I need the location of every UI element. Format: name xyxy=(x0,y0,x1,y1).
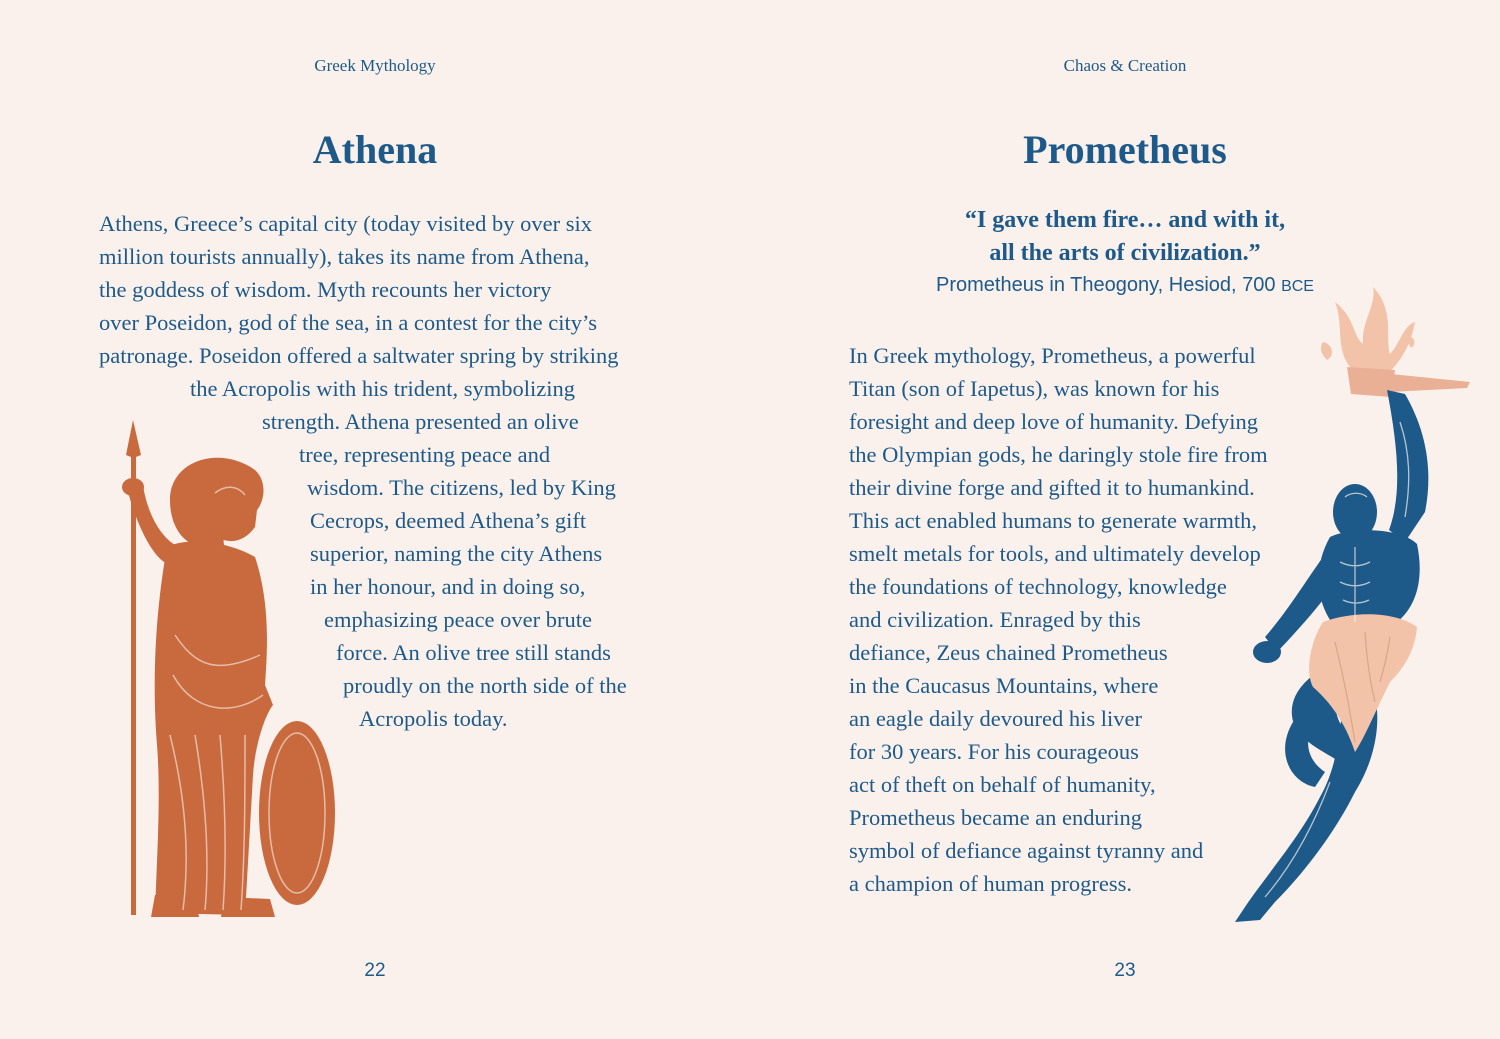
page-number: 22 xyxy=(364,960,386,981)
right-page xyxy=(750,0,1500,1039)
body-line: in the Caucasus Mountains, where xyxy=(849,673,1159,698)
body-line: Cecrops, deemed Athena’s gift xyxy=(310,508,587,533)
body-line: the Acropolis with his trident, symbolizing xyxy=(190,376,575,401)
body-line: Acropolis today. xyxy=(359,706,508,731)
body-line: for 30 years. For his courageous xyxy=(849,739,1139,764)
body-line: This act enabled humans to generate warmth, xyxy=(849,508,1257,533)
body-line: an eagle daily devoured his liver xyxy=(849,706,1143,731)
attribution-text: Prometheus in Theogony, Hesiod, 700 xyxy=(936,274,1276,296)
body-line: Titan (son of Iapetus), was known for his xyxy=(849,376,1220,401)
body-line: million tourists annually), takes its name from Athena, xyxy=(99,244,590,269)
page-number: 23 xyxy=(1114,960,1136,981)
body-line: force. An olive tree still stands xyxy=(336,640,611,665)
quote-line: all the arts of civilization.” xyxy=(989,240,1261,266)
body-line: Athens, Greece’s capital city (today visited by over six xyxy=(99,211,592,236)
page-title: Prometheus xyxy=(1023,127,1227,172)
quote-line: “I gave them fire… and with it, xyxy=(964,207,1286,233)
body-line: patronage. Poseidon offered a saltwater spring by striking xyxy=(99,343,619,368)
body-line: the foundations of technology, knowledge xyxy=(849,574,1227,599)
epigraph-quote xyxy=(750,204,1500,270)
body-line: foresight and deep love of humanity. Defying xyxy=(849,409,1259,434)
body-line: Prometheus became an enduring xyxy=(849,805,1143,830)
attribution-era: BCE xyxy=(1281,278,1314,295)
athena-figure-icon xyxy=(95,415,345,920)
body-line: symbol of defiance against tyranny and xyxy=(849,838,1204,863)
body-line: smelt metals for tools, and ultimately develop xyxy=(849,541,1261,566)
body-line: superior, naming the city Athens xyxy=(310,541,603,566)
body-line: strength. Athena presented an olive xyxy=(262,409,579,434)
page-title: Athena xyxy=(312,127,438,172)
prometheus-with-torch-icon xyxy=(1205,282,1470,927)
body-line: tree, representing peace and xyxy=(299,442,551,467)
body-line: a champion of human progress. xyxy=(849,871,1133,896)
body-line: proudly on the north side of the xyxy=(343,673,627,698)
body-line: over Poseidon, god of the sea, in a contest for the city’s xyxy=(99,310,598,335)
running-head: Greek Mythology xyxy=(314,56,436,75)
body-line: defiance, Zeus chained Prometheus xyxy=(849,640,1168,665)
body-line: emphasizing peace over brute xyxy=(324,607,593,632)
running-head: Chaos & Creation xyxy=(1063,56,1187,75)
body-line: the Olympian gods, he daringly stole fire from xyxy=(849,442,1268,467)
body-line: their divine forge and gifted it to humankind. xyxy=(849,475,1255,500)
body-line: In Greek mythology, Prometheus, a powerful xyxy=(849,343,1256,368)
body-line: wisdom. The citizens, led by King xyxy=(307,475,616,500)
body-line: and civilization. Enraged by this xyxy=(849,607,1141,632)
body-line: in her honour, and in doing so, xyxy=(310,574,586,599)
body-line: the goddess of wisdom. Myth recounts her victory xyxy=(99,277,552,302)
body-line: act of theft on behalf of humanity, xyxy=(849,772,1156,797)
